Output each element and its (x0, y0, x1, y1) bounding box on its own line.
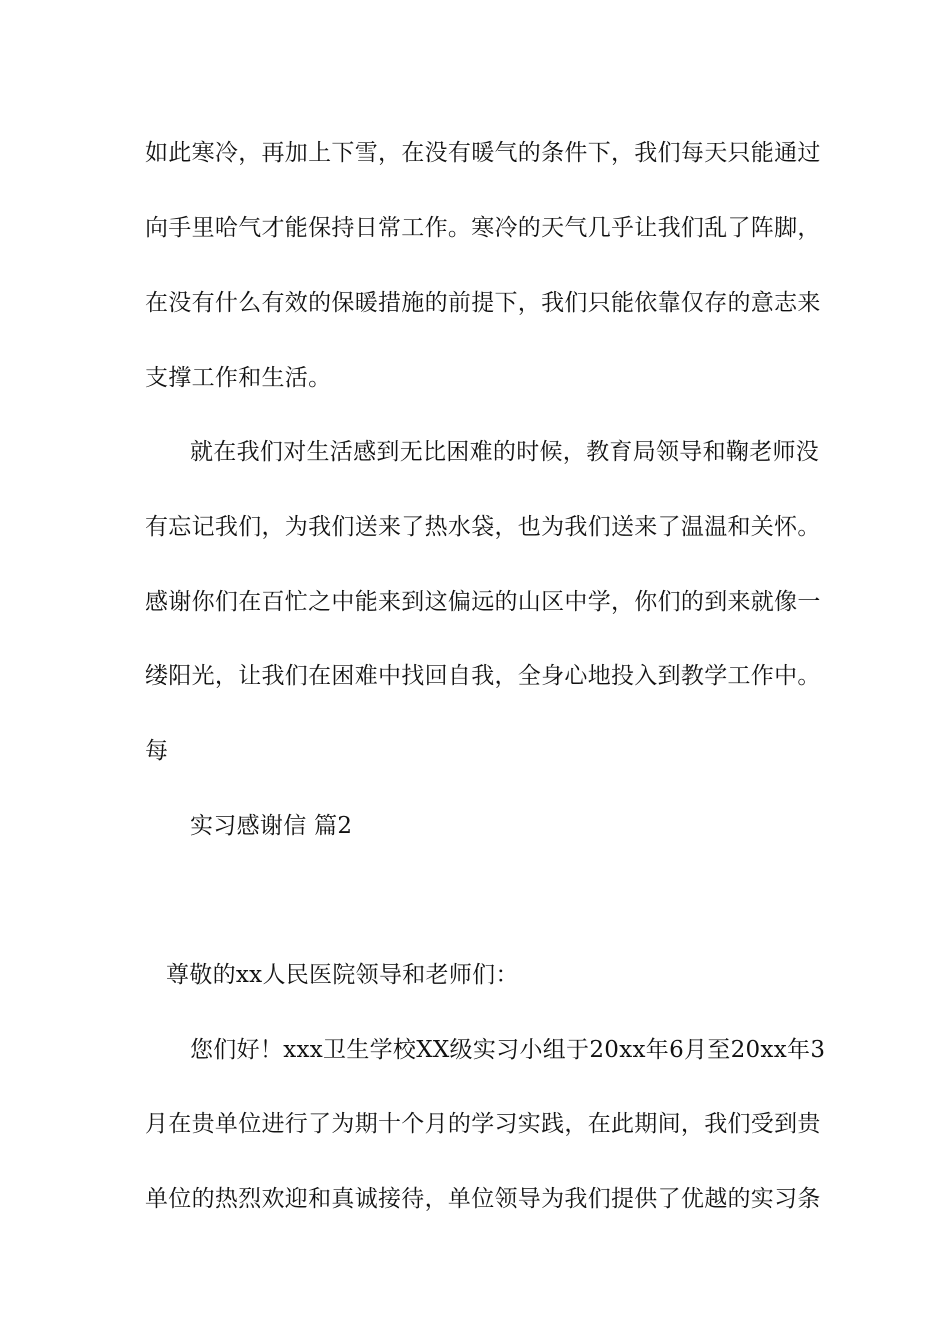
paragraph-line: 向手里哈气才能保持日常工作。寒冷的天气几乎让我们乱了阵脚， (145, 215, 821, 241)
paragraph-line: 您们好！xxx卫生学校XX级实习小组于20xx年6月至20xx年3 (190, 1037, 826, 1063)
paragraph-line: 在没有什么有效的保暖措施的前提下，我们只能依靠仅存的意志来 (145, 290, 821, 316)
section-heading: 实习感谢信 篇2 (190, 813, 353, 839)
paragraph-line: 有忘记我们，为我们送来了热水袋，也为我们送来了温温和关怀。 (145, 514, 821, 540)
paragraph-line: 支撑工作和生活。 (145, 365, 332, 391)
paragraph-line: 感谢你们在百忙之中能来到这偏远的山区中学，你们的到来就像一 (145, 589, 821, 615)
paragraph-line: 单位的热烈欢迎和真诚接待，单位领导为我们提供了优越的实习条 (145, 1186, 821, 1212)
paragraph-line: 缕阳光，让我们在困难中找回自我，全身心地投入到教学工作中。 (145, 663, 821, 689)
paragraph-line: 每 (145, 738, 169, 764)
paragraph-line: 如此寒冷，再加上下雪，在没有暖气的条件下，我们每天只能通过 (145, 140, 821, 166)
paragraph-line: 就在我们对生活感到无比困难的时候，教育局领导和鞠老师没 (190, 439, 820, 465)
paragraph-line: 月在贵单位进行了为期十个月的学习实践，在此期间，我们受到贵 (145, 1111, 821, 1137)
letter-salutation: 尊敬的xx人民医院领导和老师们： (166, 962, 519, 988)
